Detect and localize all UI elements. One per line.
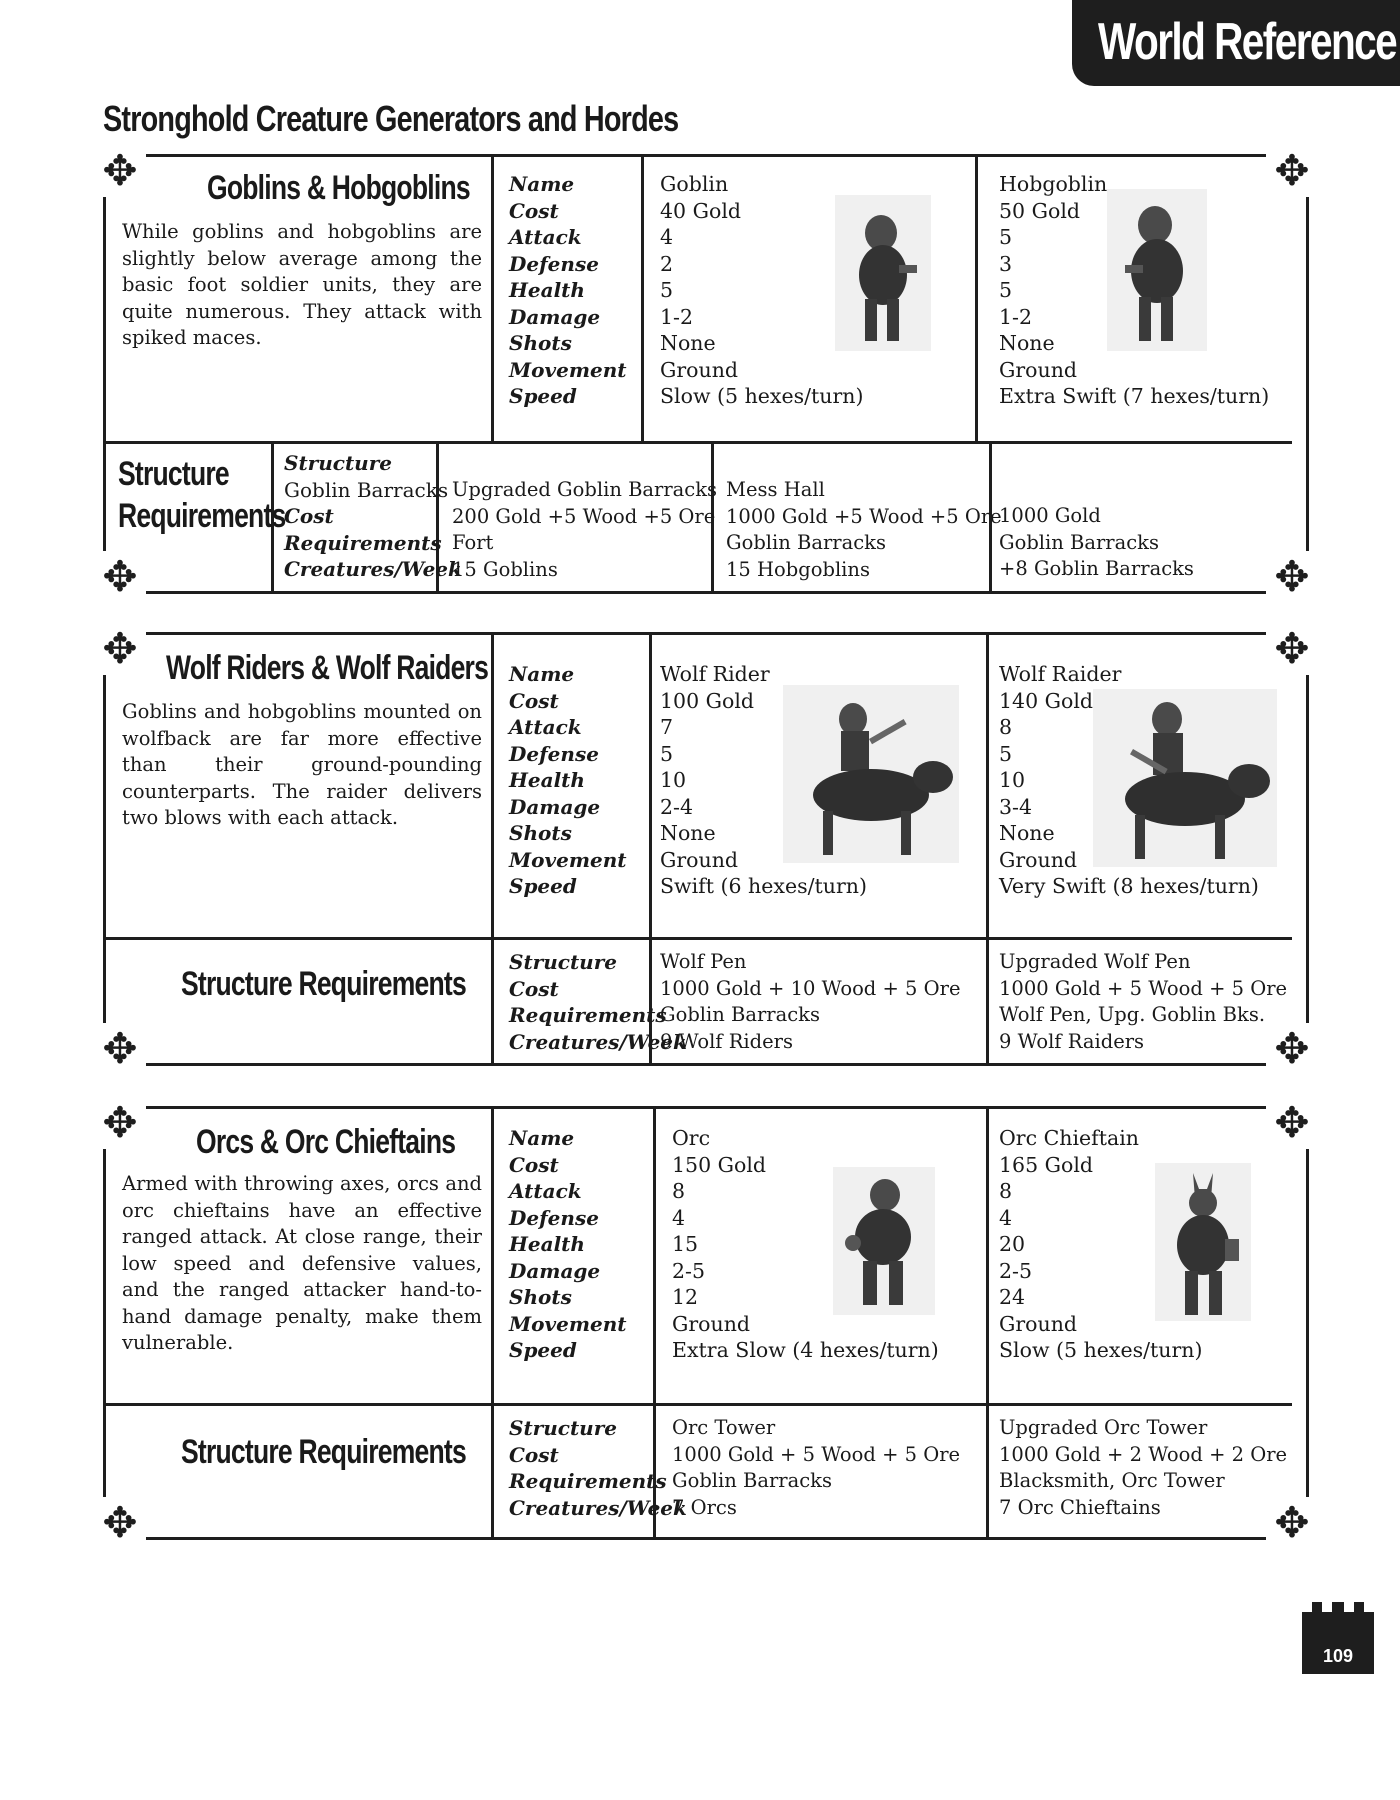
stat-value: 165 Gold	[999, 1152, 1094, 1177]
stat-label: Defense	[509, 741, 599, 766]
stat-label: Movement	[509, 847, 627, 872]
corner-ornament-icon: ✥	[1266, 1497, 1318, 1549]
stat-labels	[509, 171, 627, 410]
stat-label: Cost	[509, 198, 559, 223]
structure-upgraded-goblin-barracks: Upgraded Goblin Barracks 200 Gold +5 Wood +5 Ore Fort 15 Goblins	[452, 478, 718, 581]
stat-label: Cost	[509, 688, 559, 713]
corner-ornament-icon: ✥	[1266, 551, 1318, 603]
structure-requirements-title: Structure Requirements	[118, 455, 286, 535]
stat-value: 8	[999, 715, 1013, 739]
stat-labels	[509, 1125, 627, 1364]
structure-label: Requirements	[509, 1469, 667, 1493]
stat-value: 140 Gold	[999, 688, 1094, 713]
structure-label: Structure	[509, 950, 617, 974]
stat-label: Damage	[509, 1258, 601, 1283]
stat-value: 2-5	[672, 1258, 706, 1283]
stat-value: 1-2	[660, 304, 694, 329]
corner-ornament-icon: ✥	[1266, 623, 1318, 675]
goblin-portrait-image	[835, 195, 931, 351]
hobgoblin-portrait-image	[1107, 189, 1207, 351]
structure-label: Cost	[509, 976, 559, 1001]
stat-value: 40 Gold	[660, 198, 741, 223]
stat-value: 7	[660, 715, 674, 739]
structure-label: Requirements	[509, 1003, 667, 1027]
stat-value: Goblin	[660, 172, 729, 196]
stat-value: 1-2	[999, 304, 1033, 329]
stat-value: None	[660, 331, 716, 355]
section-header-text: World Reference	[1098, 13, 1397, 71]
stat-value: Orc Chieftain	[999, 1126, 1139, 1150]
stat-value: Wolf Rider	[660, 662, 770, 686]
creature-description: Armed with throwing axes, orcs and orc chieftains have an effective ranged attack. At close range, their low speed and defensive values, and the ranged attacker hand-to-hand damage penalty, make them vulnerable.	[122, 1172, 482, 1354]
wolf-rider-portrait-image	[783, 685, 959, 863]
corner-ornament-icon: ✥	[1266, 145, 1318, 197]
stat-label: Attack	[509, 1179, 582, 1203]
orc-chieftain-portrait-image	[1155, 1163, 1251, 1321]
creature-group-title: Goblins & Hobgoblins	[207, 169, 470, 207]
stat-value: 24	[999, 1285, 1026, 1309]
stat-value: 5	[660, 278, 674, 302]
structure-orc-tower: Orc Tower 1000 Gold + 5 Wood + 5 Ore Goblin Barracks 7 Orcs	[672, 1416, 961, 1519]
stat-value: Very Swift (8 hexes/turn)	[999, 874, 1259, 898]
stat-value: 4	[999, 1205, 1013, 1230]
stat-value: 5	[999, 278, 1013, 302]
corner-ornament-icon: ✥	[94, 551, 146, 603]
stat-value: 8	[672, 1179, 686, 1203]
structure-label: Creatures/Week	[509, 1495, 687, 1520]
creature-group-title: Orcs & Orc Chieftains	[196, 1123, 456, 1161]
stat-value: None	[660, 821, 716, 845]
structure-value: Goblin Barracks	[284, 477, 449, 502]
section-header-tab	[1072, 0, 1400, 86]
orc-portrait-image	[833, 1167, 935, 1315]
stat-value: 20	[999, 1232, 1026, 1256]
stat-value: 3-4	[999, 794, 1033, 819]
corner-ornament-icon: ✥	[94, 1097, 146, 1149]
stat-value: Ground	[660, 357, 739, 382]
stat-value: Slow (5 hexes/turn)	[999, 1338, 1203, 1362]
structure-extra-column: 1000 Gold Goblin Barracks +8 Goblin Barracks	[999, 504, 1194, 580]
stat-label: Movement	[509, 1311, 627, 1336]
stat-value: 12	[672, 1285, 699, 1309]
structure-label: Structure	[509, 1416, 617, 1440]
stat-value: 5	[999, 225, 1013, 249]
stat-label: Speed	[509, 874, 577, 898]
stat-label: Health	[509, 1232, 585, 1256]
structure-label: Cost	[509, 1442, 559, 1467]
stat-value: Wolf Raider	[999, 662, 1122, 686]
stat-label: Attack	[509, 225, 582, 249]
stat-value: Orc	[672, 1126, 711, 1150]
stat-label: Shots	[509, 821, 572, 845]
creature-group-title: Wolf Riders & Wolf Raiders	[166, 649, 489, 687]
stat-value: 150 Gold	[672, 1152, 767, 1177]
stat-value: 50 Gold	[999, 198, 1080, 223]
stat-value: Ground	[672, 1311, 751, 1336]
structure-label: Creatures/Week	[284, 557, 462, 581]
stat-label: Speed	[509, 384, 577, 408]
structure-labels	[284, 450, 462, 583]
wolves-panel	[102, 624, 1310, 1073]
stat-value: 4	[660, 225, 674, 249]
stat-value: 4	[672, 1205, 686, 1230]
corner-ornament-icon: ✥	[94, 623, 146, 675]
stat-value: Swift (6 hexes/turn)	[660, 874, 867, 898]
stat-value: 10	[660, 768, 687, 792]
stat-label: Name	[509, 662, 575, 686]
corner-ornament-icon: ✥	[94, 145, 146, 197]
stat-value: Ground	[999, 357, 1078, 382]
structure-label: Cost	[284, 504, 334, 528]
stat-label: Health	[509, 278, 585, 302]
stat-value: 2-5	[999, 1258, 1033, 1283]
wolf-raider-portrait-image	[1093, 689, 1277, 867]
stat-label: Cost	[509, 1152, 559, 1177]
corner-ornament-icon: ✥	[94, 1023, 146, 1075]
orcs-panel	[102, 1098, 1310, 1547]
stat-labels	[509, 661, 627, 900]
stat-value: 15	[672, 1232, 699, 1256]
stat-value: 2	[660, 251, 674, 276]
stat-value: 8	[999, 1179, 1013, 1203]
corner-ornament-icon: ✥	[94, 1497, 146, 1549]
page-title: Stronghold Creature Generators and Hordes	[103, 98, 679, 139]
corner-ornament-icon: ✥	[1266, 1023, 1318, 1075]
stat-label: Attack	[509, 715, 582, 739]
stat-value: 10	[999, 768, 1026, 792]
stat-value: 2-4	[660, 794, 694, 819]
structure-upgraded-orc-tower: Upgraded Orc Tower 1000 Gold + 2 Wood + 2 Ore Blacksmith, Orc Tower 7 Orc Chieftains	[999, 1416, 1288, 1519]
stat-label: Name	[509, 1126, 575, 1150]
stat-label: Name	[509, 172, 575, 196]
stat-label: Damage	[509, 304, 601, 329]
stat-value: Hobgoblin	[999, 172, 1108, 196]
structure-requirements-title: Structure Requirements	[181, 965, 466, 1003]
stat-value: 5	[660, 741, 674, 766]
corner-ornament-icon: ✥	[1266, 1097, 1318, 1149]
stat-value: Ground	[660, 847, 739, 872]
stat-value: None	[999, 331, 1055, 355]
stat-value: 5	[999, 741, 1013, 766]
stat-label: Defense	[509, 1205, 599, 1230]
stat-value: None	[999, 821, 1055, 845]
stat-value: 3	[999, 251, 1013, 276]
creature-description: Goblins and hobgoblins mounted on wolfback are far more effective than their ground-pounding counterparts. The raider delivers two blows with each attack.	[122, 700, 482, 829]
structure-requirements-title: Structure Requirements	[181, 1433, 466, 1471]
stat-value: Ground	[999, 847, 1078, 872]
stat-value: 100 Gold	[660, 688, 755, 713]
stat-label: Speed	[509, 1338, 577, 1362]
stat-value: Slow (5 hexes/turn)	[660, 384, 864, 408]
stat-value: Extra Swift (7 hexes/turn)	[999, 384, 1270, 408]
structure-label: Creatures/Week	[509, 1029, 687, 1054]
stat-label: Health	[509, 768, 585, 792]
stat-label: Shots	[509, 331, 572, 355]
structure-upgraded-wolf-pen: Upgraded Wolf Pen 1000 Gold + 5 Wood + 5 Ore Wolf Pen, Upg. Goblin Bks. 9 Wolf Raiders	[999, 950, 1288, 1053]
structure-wolf-pen: Wolf Pen 1000 Gold + 10 Wood + 5 Ore Goblin Barracks 9 Wolf Riders	[660, 950, 961, 1053]
stat-label: Movement	[509, 357, 627, 382]
stat-label: Defense	[509, 251, 599, 276]
structure-mess-hall: Mess Hall 1000 Gold +5 Wood +5 Ore Goblin Barracks 15 Hobgoblins	[726, 478, 1002, 581]
stat-label: Damage	[509, 794, 601, 819]
stat-value: Ground	[999, 1311, 1078, 1336]
creature-description: While goblins and hobgoblins are slightly below average among the basic foot soldier units, they are quite numerous. They attack with spiked maces.	[122, 220, 482, 349]
structure-label: Requirements	[284, 530, 442, 555]
structure-label: Structure	[284, 451, 392, 475]
stat-label: Shots	[509, 1285, 572, 1309]
stat-value: Extra Slow (4 hexes/turn)	[672, 1338, 939, 1362]
creature-stats-goblin	[660, 171, 863, 410]
structure-labels	[509, 1415, 687, 1521]
page-number: 109	[1322, 1646, 1354, 1666]
goblins-panel	[102, 146, 1310, 601]
